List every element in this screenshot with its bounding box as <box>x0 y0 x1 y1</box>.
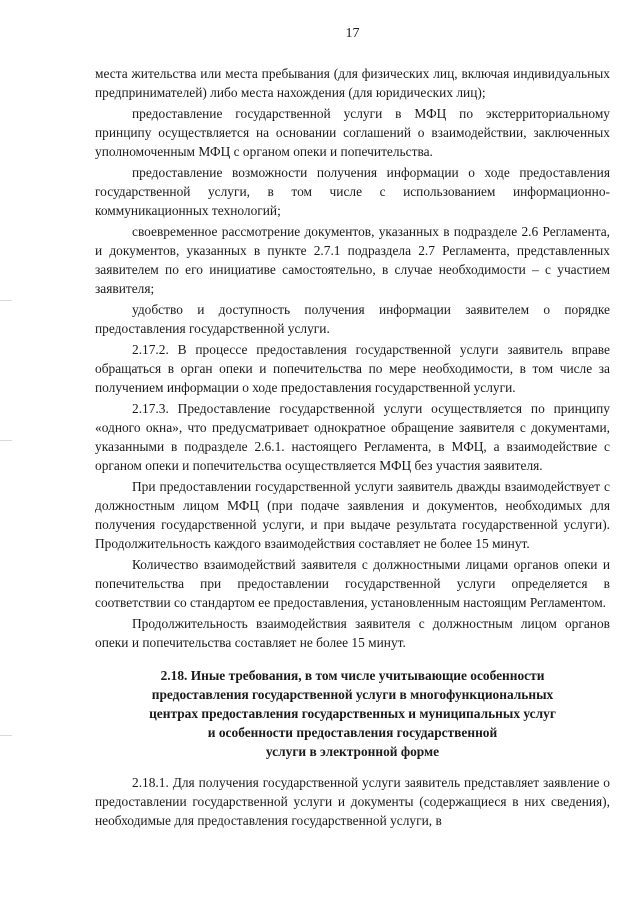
section-heading-line: и особенности предоставления государственной <box>207 725 498 740</box>
closing-paragraph: 2.18.1. Для получения государственной услуги заявитель представляет заявление о предоставлении государственной услуги и документы (содержащиеся в них сведения), необходимые для предоставления государственной услуги, в <box>95 775 610 828</box>
section-heading <box>95 666 610 761</box>
paragraph: 2.17.2. В процессе предоставления государственной услуги заявитель вправе обращаться в орган опеки и попечительства по мере необходимости, в том числе за получением информации о ходе предоставления государственной услуги. <box>95 342 610 395</box>
page-number: 17 <box>345 26 360 41</box>
scan-mark <box>0 440 12 441</box>
paragraph: Продолжительность взаимодействия заявителя с должностным лицом органов опеки и попечительства составляет не более 15 минут. <box>95 616 610 650</box>
paragraph: Количество взаимодействий заявителя с должностными лицами органов опеки и попечительства при предоставлении государственной услуги определяется в соответствии со стандартом ее предоставления, установленным настоящим Регламентом. <box>95 557 610 610</box>
paragraph: своевременное рассмотрение документов, указанных в подразделе 2.6 Регламента, и документов, указанных в пункте 2.7.1 подраздела 2.7 Регламента, представленных заявителем по его инициативе самостоятельно, в случае необходимости – с участием заявителя; <box>95 224 610 296</box>
paragraph: При предоставлении государственной услуги заявитель дважды взаимодействует с должностным лицом МФЦ (при подаче заявления и документов, необходимых для получения государственной услуги, и при выдаче результата государственной услуги). Продолжительность каждого взаимодействия составляет не более 15 минут. <box>95 479 610 551</box>
paragraph: предоставление государственной услуги в МФЦ по экстерриториальному принципу осуществляется на основании соглашений о взаимодействии, заключенных уполномоченным МФЦ с органом опеки и попечительства. <box>95 106 610 159</box>
paragraph: предоставление возможности получения информации о ходе предоставления государственной услуги, в том числе с использованием информационно-коммуникационных технологий; <box>95 165 610 218</box>
paragraph: места жительства или места пребывания (для физических лиц, включая индивидуальных предпринимателей) либо места нахождения (для юридических лиц); <box>95 66 610 100</box>
section-heading-line: 2.18. Иные требования, в том числе учитывающие особенности <box>160 668 545 683</box>
paragraph: удобство и доступность получения информации заявителем о порядке предоставления государственной услуги. <box>95 302 610 336</box>
section-heading-line: услуги в электронной форме <box>265 744 440 759</box>
document-body <box>95 64 610 830</box>
paragraph: 2.17.3. Предоставление государственной услуги осуществляется по принципу «одного окна», что предусматривает однократное обращение заявителя с документами, указанными в подразделе 2.6.1. настоящего Регламента, в МФЦ, а взаимодействие с органом опеки и попечительства осуществляется МФЦ без участия заявителя. <box>95 401 610 473</box>
section-heading-line: предоставления государственной услуги в многофункциональных <box>151 687 554 702</box>
scan-mark <box>0 735 12 736</box>
section-heading-line: центрах предоставления государственных и муниципальных услуг <box>149 706 556 721</box>
scan-mark <box>0 300 12 301</box>
